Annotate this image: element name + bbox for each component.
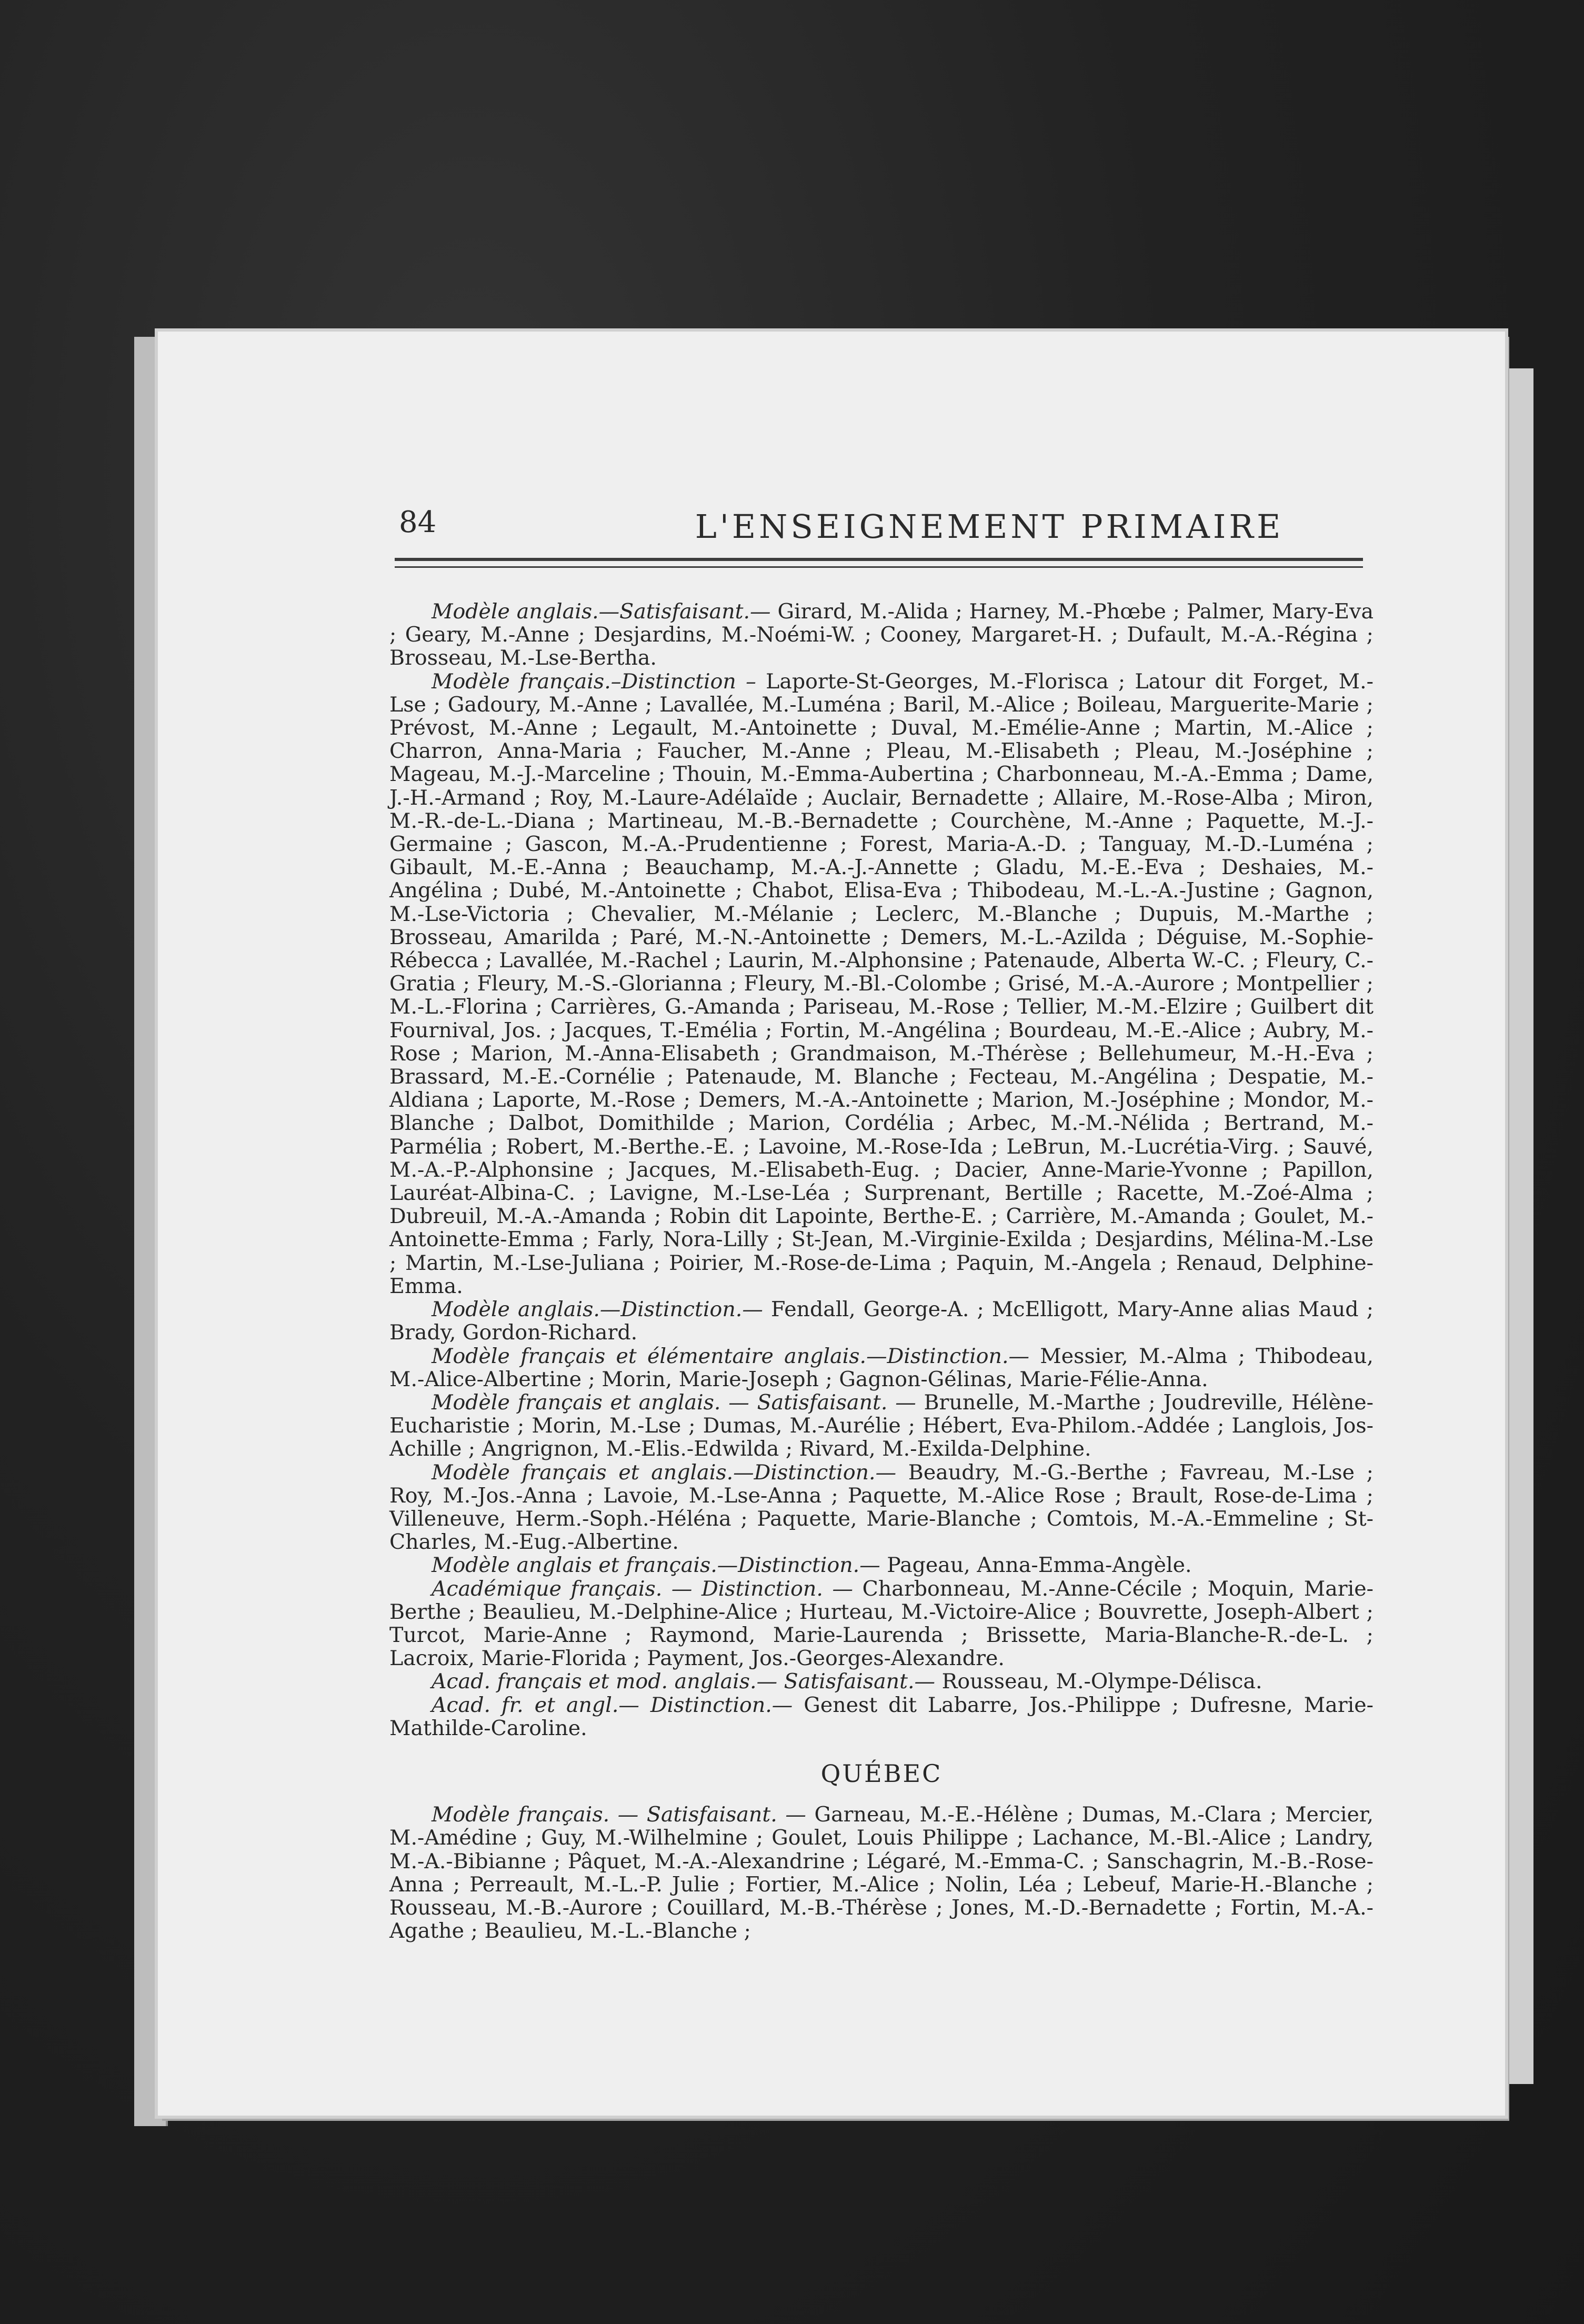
entry-names: Garneau, M.-E.-Hélène ; Dumas, M.-Clara ; Mercier, M.-Amédine ; Guy, M.-Wilhelmine ; Goulet, Louis Philippe ; Lachance, M.-Bl.-Alice ; Landry, M.-A.-Bibianne ; Pâquet, M.-A.-Alexandrine ; Légaré, M.-Emma-C. ; Sanschagrin, M.-B.-Rose-Anna ; Perreault, M.-L.-P. Julie ; Fortier, M.-Alice ; Nolin, Léa ; Lebeuf, Marie-H.-Blanche ; Rousseau, M.-B.-Aurore ; Couillard, M.-B.-Thérèse ; Jones, M.-D.-Bernadette ; Fortin, M.-A.-Agathe ; Beaulieu, M.-L.-Blanche ; bbox=[389, 1802, 1374, 1944]
entry-names: Pageau, Anna-Emma-Angèle. bbox=[887, 1553, 1192, 1578]
entry-category: Acad. français et mod. anglais.— Satisfaisant.— bbox=[432, 1669, 936, 1694]
running-head: L'ENSEIGNEMENT PRIMAIRE bbox=[695, 507, 1284, 546]
award-entry bbox=[389, 1803, 1374, 1942]
award-entry bbox=[389, 1345, 1374, 1391]
book-page bbox=[158, 332, 1505, 2116]
entry-category: Modèle anglais et français.—Distinction.— bbox=[432, 1553, 880, 1578]
entry-names: Charbonneau, M.-Anne-Cécile ; Moquin, Marie-Berthe ; Beaulieu, M.-Delphine-Alice ; Hurteau, M.-Victoire-Alice ; Bouvrette, Joseph-Albert ; Turcot, Marie-Anne ; Raymond, Marie-Laurenda ; Brissette, Maria-Blanche-R.-de-L. ; Lacroix, Marie-Florida ; Payment, Jos.-Georges-Alexandre. bbox=[389, 1576, 1374, 1671]
award-entry bbox=[389, 1461, 1374, 1554]
award-entry bbox=[389, 1670, 1374, 1693]
entry-category: Modèle anglais.—Satisfaisant.— bbox=[432, 599, 771, 624]
entry-names: Genest dit Labarre, Jos.-Philippe ; Dufresne, Marie-Mathilde-Caroline. bbox=[389, 1692, 1374, 1740]
award-entry bbox=[389, 1577, 1374, 1670]
entry-category: Modèle anglais.—Distinction.— bbox=[432, 1297, 763, 1322]
entry-category: Modèle français et anglais. — Satisfaisant. — bbox=[432, 1390, 916, 1415]
entry-names: Beaudry, M.-G.-Berthe ; Favreau, M.-Lse ; Roy, M.-Jos.-Anna ; Lavoie, M.-Lse-Anna ; Paquette, M.-Alice Rose ; Brault, Rose-de-Lima ; Villeneuve, Herm.-Soph.-Héléna ; Paquette, Marie-Blanche ; Comtois, M.-A.-Emmeline ; St-Charles, M.-Eug.-Albertine. bbox=[389, 1460, 1374, 1555]
entry-names: Messier, M.-Alma ; Thibodeau, M.-Alice-Albertine ; Morin, Marie-Joseph ; Gagnon-Gélinas, Marie-Félie-Anna. bbox=[389, 1344, 1374, 1391]
award-entry bbox=[389, 1391, 1374, 1461]
award-entry bbox=[389, 1298, 1374, 1344]
entry-category: Modèle français et anglais.—Distinction.— bbox=[432, 1460, 897, 1485]
entry-names: Girard, M.-Alida ; Harney, M.-Phœbe ; Palmer, Mary-Eva ; Geary, M.-Anne ; Desjardins, M.-Noémi-W. ; Cooney, Margaret-H. ; Dufault, M.-A.-Régina ; Brosseau, M.-Lse-Bertha. bbox=[389, 599, 1374, 670]
page-body bbox=[389, 600, 1374, 1942]
header-rule-thin bbox=[395, 566, 1363, 568]
entry-category: Acad. fr. et angl.— Distinction.— bbox=[432, 1692, 793, 1717]
entry-category: Modèle français. — Satisfaisant. — bbox=[432, 1802, 806, 1827]
award-entry bbox=[389, 1554, 1374, 1577]
entry-category: Académique français. — Distinction. — bbox=[432, 1576, 854, 1601]
header-rule-thick bbox=[395, 558, 1363, 561]
entry-names: Rousseau, M.-Olympe-Délisca. bbox=[941, 1669, 1262, 1694]
entry-names: Brunelle, M.-Marthe ; Joudreville, Hélène-Eucharistie ; Morin, M.-Lse ; Dumas, M.-Aurélie ; Hébert, Eva-Philom.-Addée ; Langlois, Jos-Achille ; Angrignon, M.-Elis.-Edwilda ; Rivard, M.-Exilda-Delphine. bbox=[389, 1390, 1374, 1461]
section-heading: QUÉBEC bbox=[820, 1759, 943, 1788]
page-number: 84 bbox=[399, 505, 437, 539]
page-header bbox=[158, 332, 1505, 574]
award-entry bbox=[389, 670, 1374, 1298]
award-entry bbox=[389, 1694, 1374, 1740]
award-entry bbox=[389, 600, 1374, 670]
entry-names: Fendall, George-A. ; McElligott, Mary-Anne alias Maud ; Brady, Gordon-Richard. bbox=[389, 1297, 1374, 1345]
entry-names: Laporte-St-Georges, M.-Florisca ; Latour dit Forget, M.-Lse ; Gadoury, M.-Anne ; Lavallée, M.-Luména ; Baril, M.-Alice ; Boileau, Marguerite-Marie ; Prévost, M.-Anne ; Legault, M.-Antoinette ; Duval, M.-Emélie-Anne ; Martin, M.-Alice ; Charron, Anna-Maria ; Faucher, M.-Anne ; Pleau, M.-Elisabeth ; Pleau, M.-Joséphine ; Mageau, M.-J.-Marceline ; Thouin, M.-Emma-Aubertina ; Charbonneau, M.-A.-Emma ; Dame, J.-H.-Armand ; Roy, M.-Laure-Adélaïde ; Auclair, Bernadette ; Allaire, M.-Rose-Alba ; Miron, M.-R.-de-L.-Diana ; Martineau, M.-B.-Bernadette ; Courchène, M.-Anne ; Paquette, M.-J.-Germaine ; Gascon, M.-A.-Prudentienne ; Forest, Maria-A.-D. ; Tanguay, M.-D.-Luména ; Gibault, M.-E.-Anna ; Beauchamp, M.-A.-J.-Annette ; Gladu, M.-E.-Eva ; Deshaies, M.-Angélina ; Dubé, M.-Antoinette ; Chabot, Elisa-Eva ; Thibodeau, M.-L.-A.-Justine ; Gagnon, M.-Lse-Victoria ; Chevalier, M.-Mélanie ; Leclerc, M.-Blanche ; Dupuis, M.-Marthe ; Brosseau, Amarilda ; Paré, M.-N.-Antoinette ; Demers, M.-L.-Azilda ; Déguise, M.-Sophie-Rébecca ; Lavallée, M.-Rachel ; Laurin, M.-Alphonsine ; Patenaude, Alberta W.-C. ; Fleury, C.-Gratia ; Fleury, M.-S.-Glorianna ; Fleury, M.-Bl.-Colombe ; Grisé, M.-A.-Aurore ; Montpellier ; M.-L.-Florina ; Carrières, G.-Amanda ; Pariseau, M.-Rose ; Tellier, M.-M.-Elzire ; Guilbert dit Fournival, Jos. ; Jacques, T.-Emélia ; Fortin, M.-Angélina ; Bourdeau, M.-E.-Alice ; Aubry, M.-Rose ; Marion, M.-Anna-Elisabeth ; Grandmaison, M.-Thérèse ; Bellehumeur, M.-H.-Eva ; Brassard, M.-E.-Cornélie ; Patenaude, M. Blanche ; Fecteau, M.-Angélina ; Despatie, M.-Aldiana ; Laporte, M.-Rose ; Demers, M.-A.-Antoinette ; Marion, M.-Joséphine ; Mondor, M.-Blanche ; Dalbot, Domithilde ; Marion, Cordélia ; Arbec, M.-M.-Nélida ; Bertrand, M.-Parmélia ; Robert, M.-Berthe.-E. ; Lavoine, M.-Rose-Ida ; LeBrun, M.-Lucrétia-Virg. ; Sauvé, M.-A.-P.-Alphonsine ; Jacques, M.-Elisabeth-Eug. ; Dacier, Anne-Marie-Yvonne ; Papillon, Lauréat-Albina-C. ; Lavigne, M.-Lse-Léa ; Surprenant, Bertille ; Racette, M.-Zoé-Alma ; Dubreuil, M.-A.-Amanda ; Robin dit Lapointe, Berthe-E. ; Carrière, M.-Amanda ; Goulet, M.-Antoinette-Emma ; Farly, Nora-Lilly ; St-Jean, M.-Virginie-Exilda ; Desjardins, Mélina-M.-Lse ; Martin, M.-Lse-Juliana ; Poirier, M.-Rose-de-Lima ; Paquin, M.-Angela ; Renaud, Delphine-Emma. bbox=[389, 669, 1374, 1298]
entry-category: Modèle français.–Distinction – bbox=[432, 669, 756, 694]
entry-category: Modèle français et élémentaire anglais.—Distinction.— bbox=[432, 1344, 1030, 1368]
